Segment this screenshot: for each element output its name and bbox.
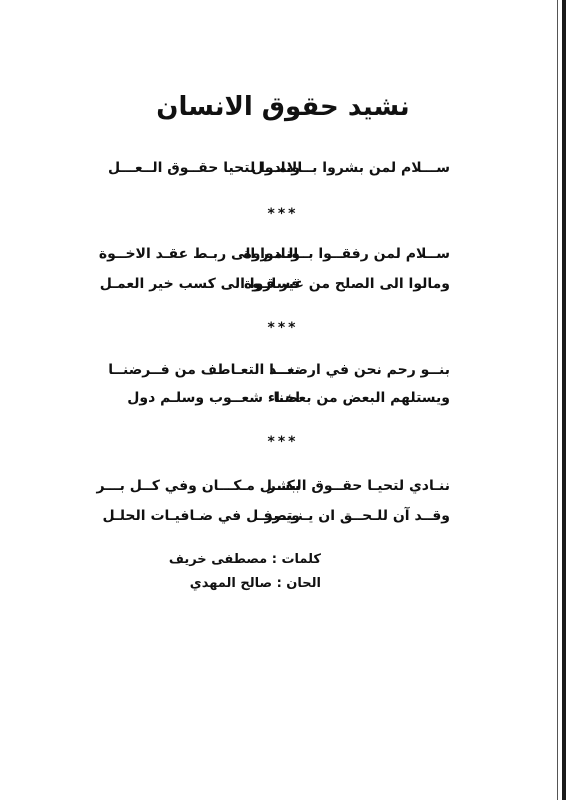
first-hemistich: ننـادي لتحيـا حقــوق البشر [267, 478, 450, 494]
second-hemistich: نعــد التعـاطف من فــرضنــا [108, 362, 300, 378]
first-hemistich: وقــد آن للـحــق ان يـنـتصر [264, 508, 450, 524]
verse-line [99, 276, 450, 306]
verse-line [127, 390, 450, 420]
second-hemistich: ويـرفـل في ضـافيـات الحلـل [102, 508, 300, 524]
music-credit: الحان : صالح المهدي [189, 576, 321, 591]
lyrics-credit: كلمات : مصطفى خريف [168, 552, 321, 567]
first-hemistich: ســلام لمن رفقــوا بــالـمـروة [243, 246, 450, 262]
second-hemistich: ونادوا الى ربـط عقـد الاخــوة [98, 246, 300, 262]
second-hemistich: اخـاء شعــوب وسلـم دول [127, 390, 300, 406]
stanza-separator: *** [267, 206, 299, 222]
first-hemistich: بنــو رحم نحن في ارضنـــا [269, 362, 450, 378]
verse-line [98, 246, 450, 276]
second-hemistich: فساروا الى كسب خير العمـل [99, 276, 300, 292]
stanza-separator: *** [267, 434, 299, 450]
second-hemistich: بكـــل مـكـــان وفي كــل بـــر [96, 478, 300, 494]
second-hemistich: ونادوا لتحيا حقــوق الــعـــل [108, 160, 300, 176]
verse-line [108, 160, 450, 190]
first-hemistich: ومالوا الى الصلح من غير قـوة [244, 276, 450, 292]
stanza-separator: *** [267, 320, 299, 336]
verse-line [96, 478, 450, 508]
verse-line [108, 362, 450, 392]
verse-line [102, 508, 450, 538]
first-hemistich: ويستلهم البعض من بعضنا [273, 390, 450, 406]
first-hemistich: ســـلام لمن بشروا بــالامـــل [251, 160, 450, 176]
page-title: نشيد حقوق الانسان [156, 92, 410, 122]
